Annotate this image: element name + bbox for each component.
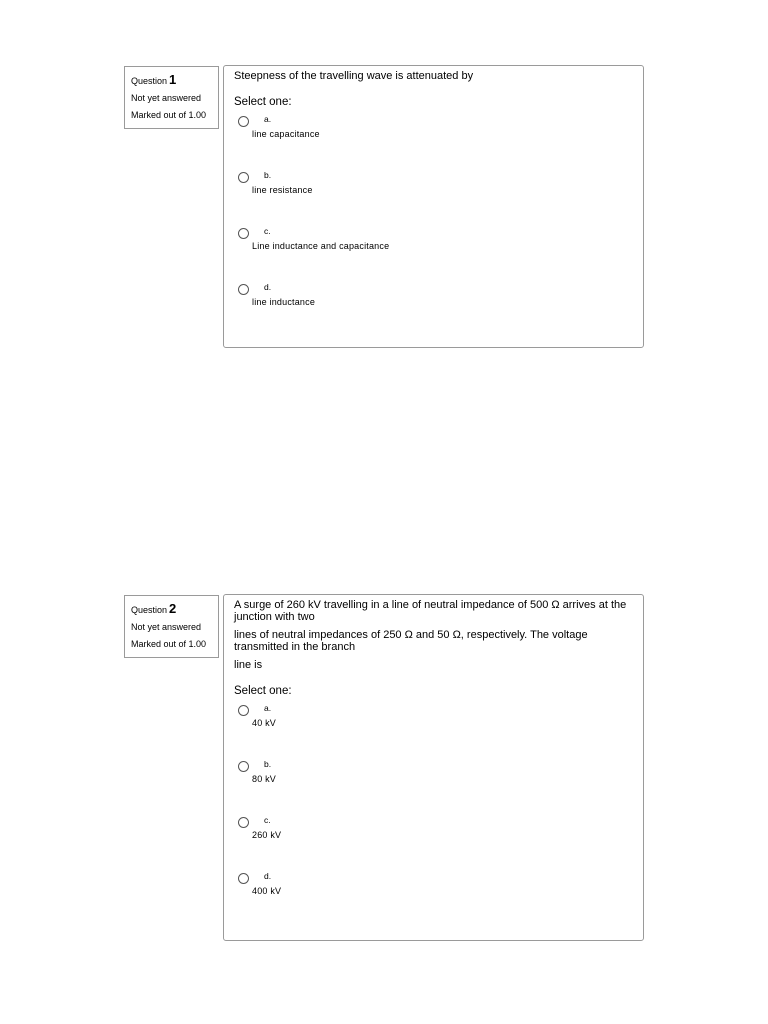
question-label: Question xyxy=(131,605,168,615)
question-status: Not yet answered xyxy=(131,93,202,103)
option-text: Line inductance and capacitance xyxy=(252,241,390,251)
radio-button[interactable] xyxy=(238,284,249,295)
option-letter: c. xyxy=(264,226,271,236)
option-text: line capacitance xyxy=(252,129,320,139)
option-letter: d. xyxy=(264,282,272,292)
question-marks: Marked out of 1.00 xyxy=(131,639,207,649)
question-text: A surge of 260 kV travelling in a line of neutral impedance of 500 Ω arrives at the junction with two lines of neutral impedances of 250 Ω and 50 Ω, respectively. The voltage transmitted in the branch line is xyxy=(234,599,627,671)
question-status: Not yet answered xyxy=(131,622,202,632)
question-marks: Marked out of 1.00 xyxy=(131,110,207,120)
question-text: Steepness of the travelling wave is attenuated by xyxy=(234,70,474,82)
question-info-1 xyxy=(124,66,219,129)
radio-button[interactable] xyxy=(238,172,249,183)
option-letter: c. xyxy=(264,815,271,825)
answer-option-a[interactable] xyxy=(234,114,633,170)
answer-option-c[interactable] xyxy=(234,815,633,871)
question-card-2 xyxy=(223,594,644,941)
option-text: 80 kV xyxy=(252,774,277,784)
answer-option-b[interactable] xyxy=(234,759,633,815)
answer-option-d[interactable] xyxy=(234,282,633,338)
radio-button[interactable] xyxy=(238,761,249,772)
answer-option-a[interactable] xyxy=(234,703,633,759)
radio-button[interactable] xyxy=(238,116,249,127)
answer-option-d[interactable] xyxy=(234,871,633,927)
answer-option-b[interactable] xyxy=(234,170,633,226)
radio-button[interactable] xyxy=(238,817,249,828)
option-letter: a. xyxy=(264,703,272,713)
option-letter: d. xyxy=(264,871,272,881)
radio-button[interactable] xyxy=(238,228,249,239)
question-info-2 xyxy=(124,595,219,658)
radio-button[interactable] xyxy=(238,705,249,716)
answer-option-c[interactable] xyxy=(234,226,633,282)
option-letter: b. xyxy=(264,170,272,180)
option-letter: b. xyxy=(264,759,272,769)
option-text: line inductance xyxy=(252,297,316,307)
select-one-label: Select one: xyxy=(234,96,292,108)
option-letter: a. xyxy=(264,114,272,124)
question-card-1 xyxy=(223,65,644,348)
option-text: 40 kV xyxy=(252,718,277,728)
question-number: 2 xyxy=(169,601,177,616)
question-label: Question xyxy=(131,76,168,86)
option-text: 400 kV xyxy=(252,886,282,896)
select-one-label: Select one: xyxy=(234,685,292,697)
radio-button[interactable] xyxy=(238,873,249,884)
question-number: 1 xyxy=(169,72,177,87)
option-text: line resistance xyxy=(252,185,313,195)
option-text: 260 kV xyxy=(252,830,282,840)
